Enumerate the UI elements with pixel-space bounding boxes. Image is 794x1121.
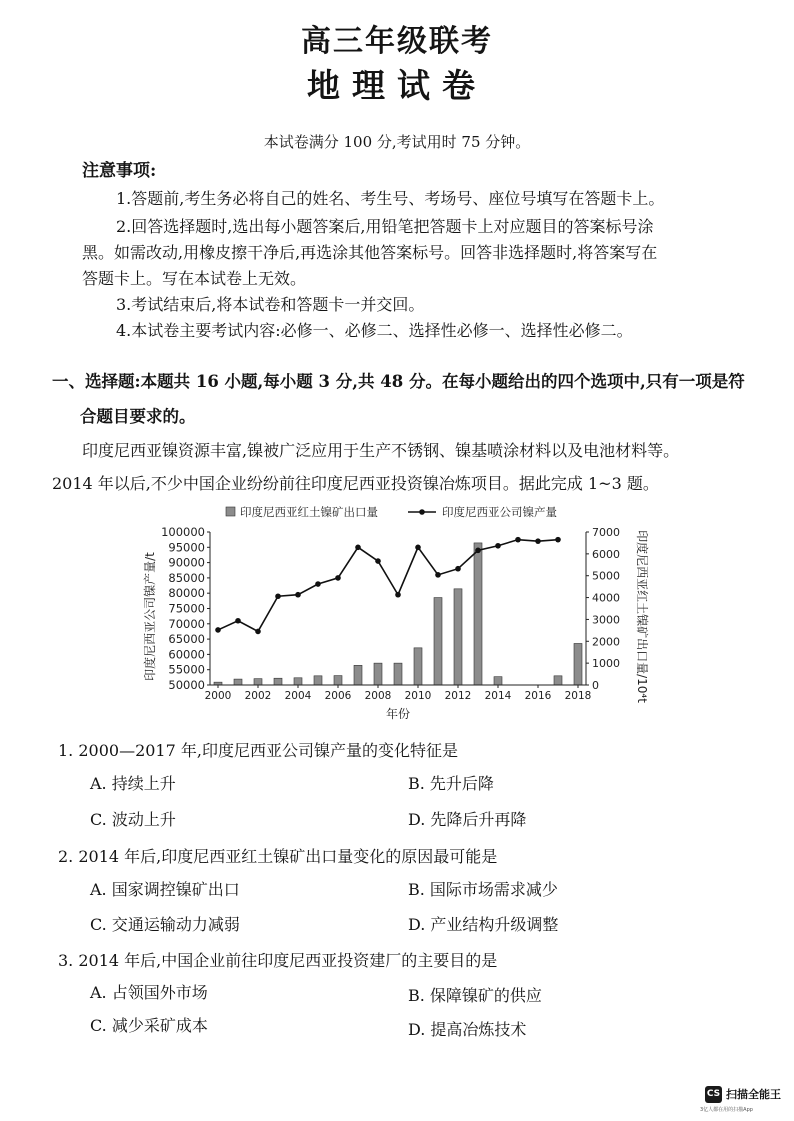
export-bar — [334, 676, 342, 685]
exam-title: 高三年级联考 — [301, 24, 493, 59]
question-2-option-d[interactable]: D. 产业结构升级调整 — [408, 915, 559, 934]
question-1-option-c[interactable]: C. 波动上升 — [90, 810, 176, 829]
production-point — [355, 545, 361, 551]
section-heading: 一、选择题:本题共 16 小题,每小题 3 分,共 48 分。在每小题给出的四个选项中,只有一项是符 — [52, 372, 745, 391]
note-item-3: 3.考试结束后,将本试卷和答题卡一并交回。 — [116, 295, 425, 314]
y-right-axis-title: 印度尼西亚红土镍矿出口量/10⁴t — [635, 530, 649, 703]
question-1-option-a[interactable]: A. 持续上升 — [90, 774, 176, 793]
export-bar — [414, 648, 422, 685]
x-axis-title: 年份 — [385, 707, 411, 721]
question-1-stem: 1. 2000—2017 年,印度尼西亚公司镍产量的变化特征是 — [58, 741, 458, 760]
export-bar — [554, 676, 562, 685]
y-left-tick-label: 50000 — [168, 678, 205, 692]
export-bar — [454, 589, 462, 685]
note-item-2: 2.回答选择题时,选出每小题答案后,用铅笔把答题卡上对应题目的答案标号涂 — [116, 217, 654, 236]
x-tick-label: 2018 — [564, 690, 592, 702]
production-point — [375, 558, 381, 564]
question-3-option-b[interactable]: B. 保障镍矿的供应 — [408, 986, 542, 1005]
nickel-chart — [140, 500, 660, 725]
y-left-axis-title: 印度尼西亚公司镍产量/t — [143, 552, 157, 681]
production-point — [255, 629, 261, 635]
exam-info: 本试卷满分 100 分,考试用时 75 分钟。 — [263, 133, 531, 151]
x-tick-label: 2016 — [524, 690, 552, 702]
y-right-tick-label: 1000 — [592, 657, 620, 671]
note-item-2-cont: 黑。如需改动,用橡皮擦干净后,再选涂其他答案标号。回答非选择题时,将答案写在 — [82, 243, 658, 262]
subject-title: 地理试卷 — [307, 66, 487, 105]
question-1-option-b[interactable]: B. 先升后降 — [408, 774, 494, 793]
x-tick-label: 2012 — [444, 690, 472, 702]
passage-line-2: 2014 年以后,不少中国企业纷纷前往印度尼西亚投资镍冶炼项目。据此完成 1~3 题。 — [52, 474, 659, 493]
export-bar — [234, 679, 242, 685]
production-point — [535, 538, 541, 544]
y-left-tick-label: 85000 — [168, 570, 205, 585]
section-heading-cont: 合题目要求的。 — [80, 407, 196, 426]
x-tick-label: 2014 — [484, 690, 512, 702]
export-bar — [254, 679, 262, 685]
export-bar — [474, 543, 482, 685]
y-right-tick-label: 7000 — [592, 526, 620, 539]
question-2-option-b[interactable]: B. 国际市场需求减少 — [408, 880, 558, 899]
export-bar — [294, 678, 302, 685]
production-point — [215, 627, 221, 633]
camscanner-logo: CS — [705, 1086, 722, 1103]
export-bar — [574, 643, 582, 685]
x-tick-label: 2004 — [284, 690, 312, 702]
export-bar — [394, 663, 402, 685]
production-point — [495, 543, 501, 549]
legend-line-label: 印度尼西亚公司镍产量 — [442, 505, 557, 519]
export-bar — [314, 676, 322, 685]
camscanner-tagline: 3亿人都在用的扫描App — [700, 1107, 753, 1113]
export-bar — [494, 677, 502, 685]
y-right-tick-label: 5000 — [592, 569, 620, 583]
question-3-option-a[interactable]: A. 占领国外市场 — [90, 983, 208, 1002]
note-item-2-end: 答题卡上。写在本试卷上无效。 — [82, 269, 307, 288]
note-item-4: 4.本试卷主要考试内容:必修一、必修二、选择性必修一、选择性必修二。 — [116, 321, 633, 340]
note-item-1: 1.答题前,考生务必将自己的姓名、考生号、考场号、座位号填写在答题卡上。 — [116, 189, 665, 208]
y-left-tick-label: 90000 — [168, 555, 205, 570]
export-bar — [434, 598, 442, 685]
question-3-stem: 3. 2014 年后,中国企业前往印度尼西亚投资建厂的主要目的是 — [58, 951, 498, 970]
question-3-option-c[interactable]: C. 减少采矿成本 — [90, 1016, 208, 1035]
y-right-tick-label: 6000 — [592, 547, 620, 561]
production-point — [235, 618, 241, 624]
x-tick-label: 2010 — [404, 690, 432, 702]
production-point — [455, 566, 461, 572]
y-right-tick-label: 4000 — [592, 591, 620, 605]
question-2-stem: 2. 2014 年后,印度尼西亚红土镍矿出口量变化的原因最可能是 — [58, 847, 498, 866]
export-bar — [374, 663, 382, 685]
y-left-tick-label: 65000 — [168, 632, 205, 647]
y-right-tick-label: 3000 — [592, 613, 620, 627]
y-left-tick-label: 75000 — [168, 601, 205, 616]
question-2-option-a[interactable]: A. 国家调控镍矿出口 — [90, 880, 240, 899]
passage-line-1: 印度尼西亚镍资源丰富,镍被广泛应用于生产不锈钢、镍基喷涂材料以及电池材料等。 — [82, 441, 680, 460]
y-left-tick-label: 95000 — [168, 540, 205, 555]
x-tick-label: 2000 — [204, 690, 232, 702]
production-point — [515, 537, 521, 543]
y-right-tick-label: 2000 — [592, 635, 620, 649]
question-2-option-c[interactable]: C. 交通运输动力减弱 — [90, 915, 240, 934]
question-1-option-d[interactable]: D. 先降后升再降 — [408, 810, 527, 829]
y-left-tick-label: 100000 — [161, 525, 205, 539]
export-bar — [354, 665, 362, 685]
camscanner-name: 扫描全能王 — [726, 1088, 781, 1101]
x-tick-label: 2008 — [364, 690, 392, 702]
production-point — [435, 572, 441, 578]
question-3-option-d[interactable]: D. 提高冶炼技术 — [408, 1020, 527, 1039]
production-line — [218, 540, 558, 632]
production-point — [555, 537, 561, 543]
production-point — [335, 575, 341, 581]
production-point — [415, 545, 421, 551]
production-point — [275, 593, 281, 599]
production-point — [315, 581, 321, 587]
y-left-tick-label: 55000 — [168, 662, 205, 677]
x-tick-label: 2002 — [244, 690, 272, 702]
production-point — [475, 548, 481, 554]
export-bar — [274, 678, 282, 685]
y-right-tick-label: 0 — [592, 679, 599, 692]
x-tick-label: 2006 — [324, 690, 352, 702]
production-point — [295, 592, 301, 598]
legend-bar-swatch — [226, 507, 235, 516]
production-point — [395, 592, 401, 598]
y-left-tick-label: 60000 — [168, 647, 205, 662]
legend-line-marker — [419, 509, 425, 515]
notes-heading: 注意事项: — [82, 161, 157, 181]
y-left-tick-label: 80000 — [168, 586, 205, 601]
y-left-tick-label: 70000 — [168, 616, 205, 631]
legend-bar-label: 印度尼西亚红土镍矿出口量 — [240, 505, 378, 519]
